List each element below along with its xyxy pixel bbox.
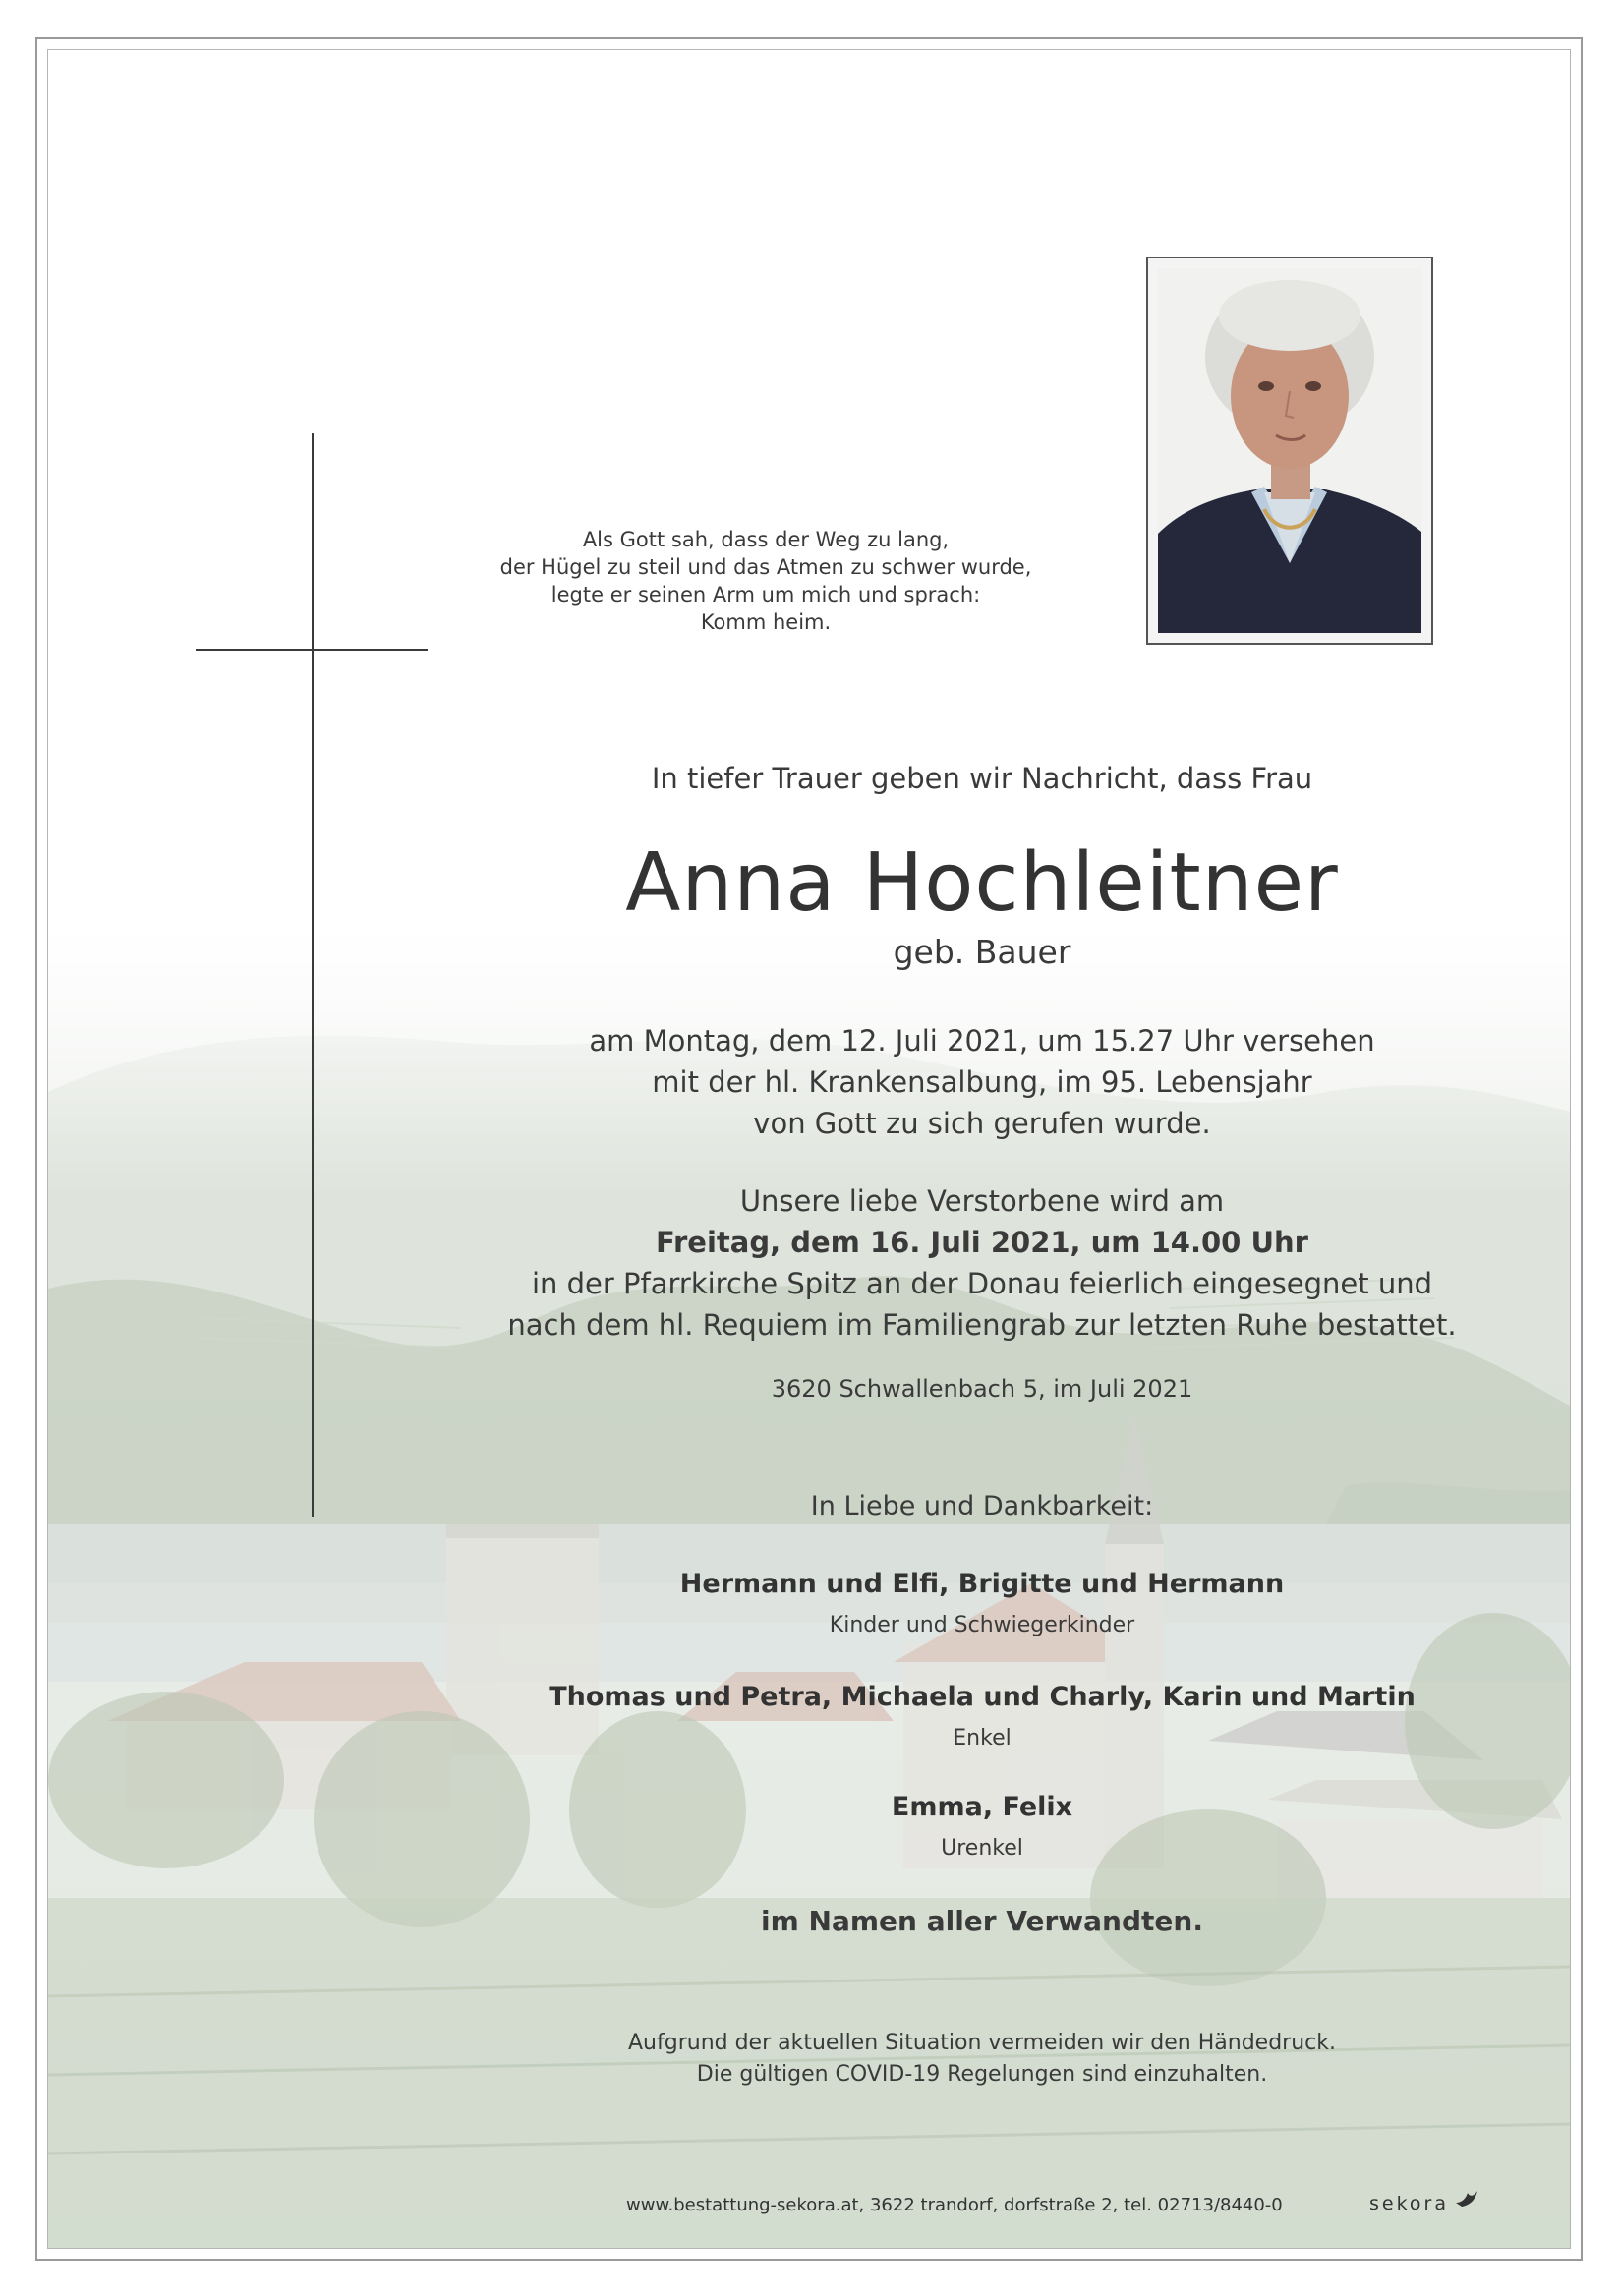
funeral-date: Freitag, dem 16. Juli 2021, um 14.00 Uhr <box>656 1226 1308 1259</box>
cross-horizontal <box>196 649 428 651</box>
mourner-relation: Urenkel <box>941 1836 1023 1861</box>
covid-notice <box>441 2028 1523 2091</box>
family-all-line: im Namen aller Verwandten. <box>761 1905 1203 1937</box>
mourner-relation: Enkel <box>953 1726 1012 1751</box>
brand-name: sekora <box>1369 2193 1449 2214</box>
poem-line: Als Gott sah, dass der Weg zu lang, <box>582 528 950 551</box>
mourner-names: Emma, Felix <box>891 1792 1073 1822</box>
funeral-line: nach dem hl. Requiem im Familiengrab zur letzten Ruhe bestattet. <box>507 1308 1457 1342</box>
covid-line: Die gültigen COVID-19 Regelungen sind einzuhalten. <box>696 2062 1268 2087</box>
intro-text: In tiefer Trauer geben wir Nachricht, dass Frau <box>651 762 1313 795</box>
mourner-relation: Kinder und Schwiegerkinder <box>829 1613 1135 1637</box>
mourner-names: Thomas und Petra, Michaela und Charly, Karin und Martin <box>549 1682 1416 1712</box>
maiden-name: geb. Bauer <box>893 933 1071 971</box>
death-notice <box>441 1020 1523 1144</box>
obituary-card <box>47 49 1571 2249</box>
gratitude-line: In Liebe und Dankbarkeit: <box>810 1491 1154 1521</box>
death-notice-line: am Montag, dem 12. Juli 2021, um 15.27 Uhr versehen <box>589 1024 1375 1058</box>
death-notice-line: mit der hl. Krankensalbung, im 95. Lebensjahr <box>652 1065 1312 1099</box>
funeral-line: Unsere liebe Verstorbene wird am <box>739 1184 1225 1218</box>
poem-line: der Hügel zu steil und das Atmen zu schwer wurde, <box>499 555 1032 579</box>
death-notice-line: von Gott zu sich gerufen wurde. <box>753 1107 1211 1140</box>
footer-contact: www.bestattung-sekora.at, 3622 trandorf, dorfstraße 2, tel. 02713/8440-0 <box>626 2195 1283 2215</box>
funeral-line: in der Pfarrkirche Spitz an der Donau feierlich eingesegnet und <box>531 1267 1433 1300</box>
mourner-names: Hermann und Elfi, Brigitte und Hermann <box>679 1569 1285 1599</box>
portrait-image <box>1158 268 1421 633</box>
place-date: 3620 Schwallenbach 5, im Juli 2021 <box>771 1375 1193 1403</box>
deceased-name: Anna Hochleitner <box>625 836 1339 930</box>
cross-vertical <box>312 433 314 1517</box>
funeral-notice <box>441 1180 1523 1346</box>
portrait-photo <box>1146 257 1433 645</box>
poem-line: legte er seinen Arm um mich und sprach: <box>550 583 981 606</box>
covid-line: Aufgrund der aktuellen Situation vermeiden wir den Händedruck. <box>628 2031 1336 2055</box>
dove-icon <box>1454 2189 1479 2209</box>
poem <box>491 526 1041 636</box>
poem-line: Komm heim. <box>700 610 832 634</box>
